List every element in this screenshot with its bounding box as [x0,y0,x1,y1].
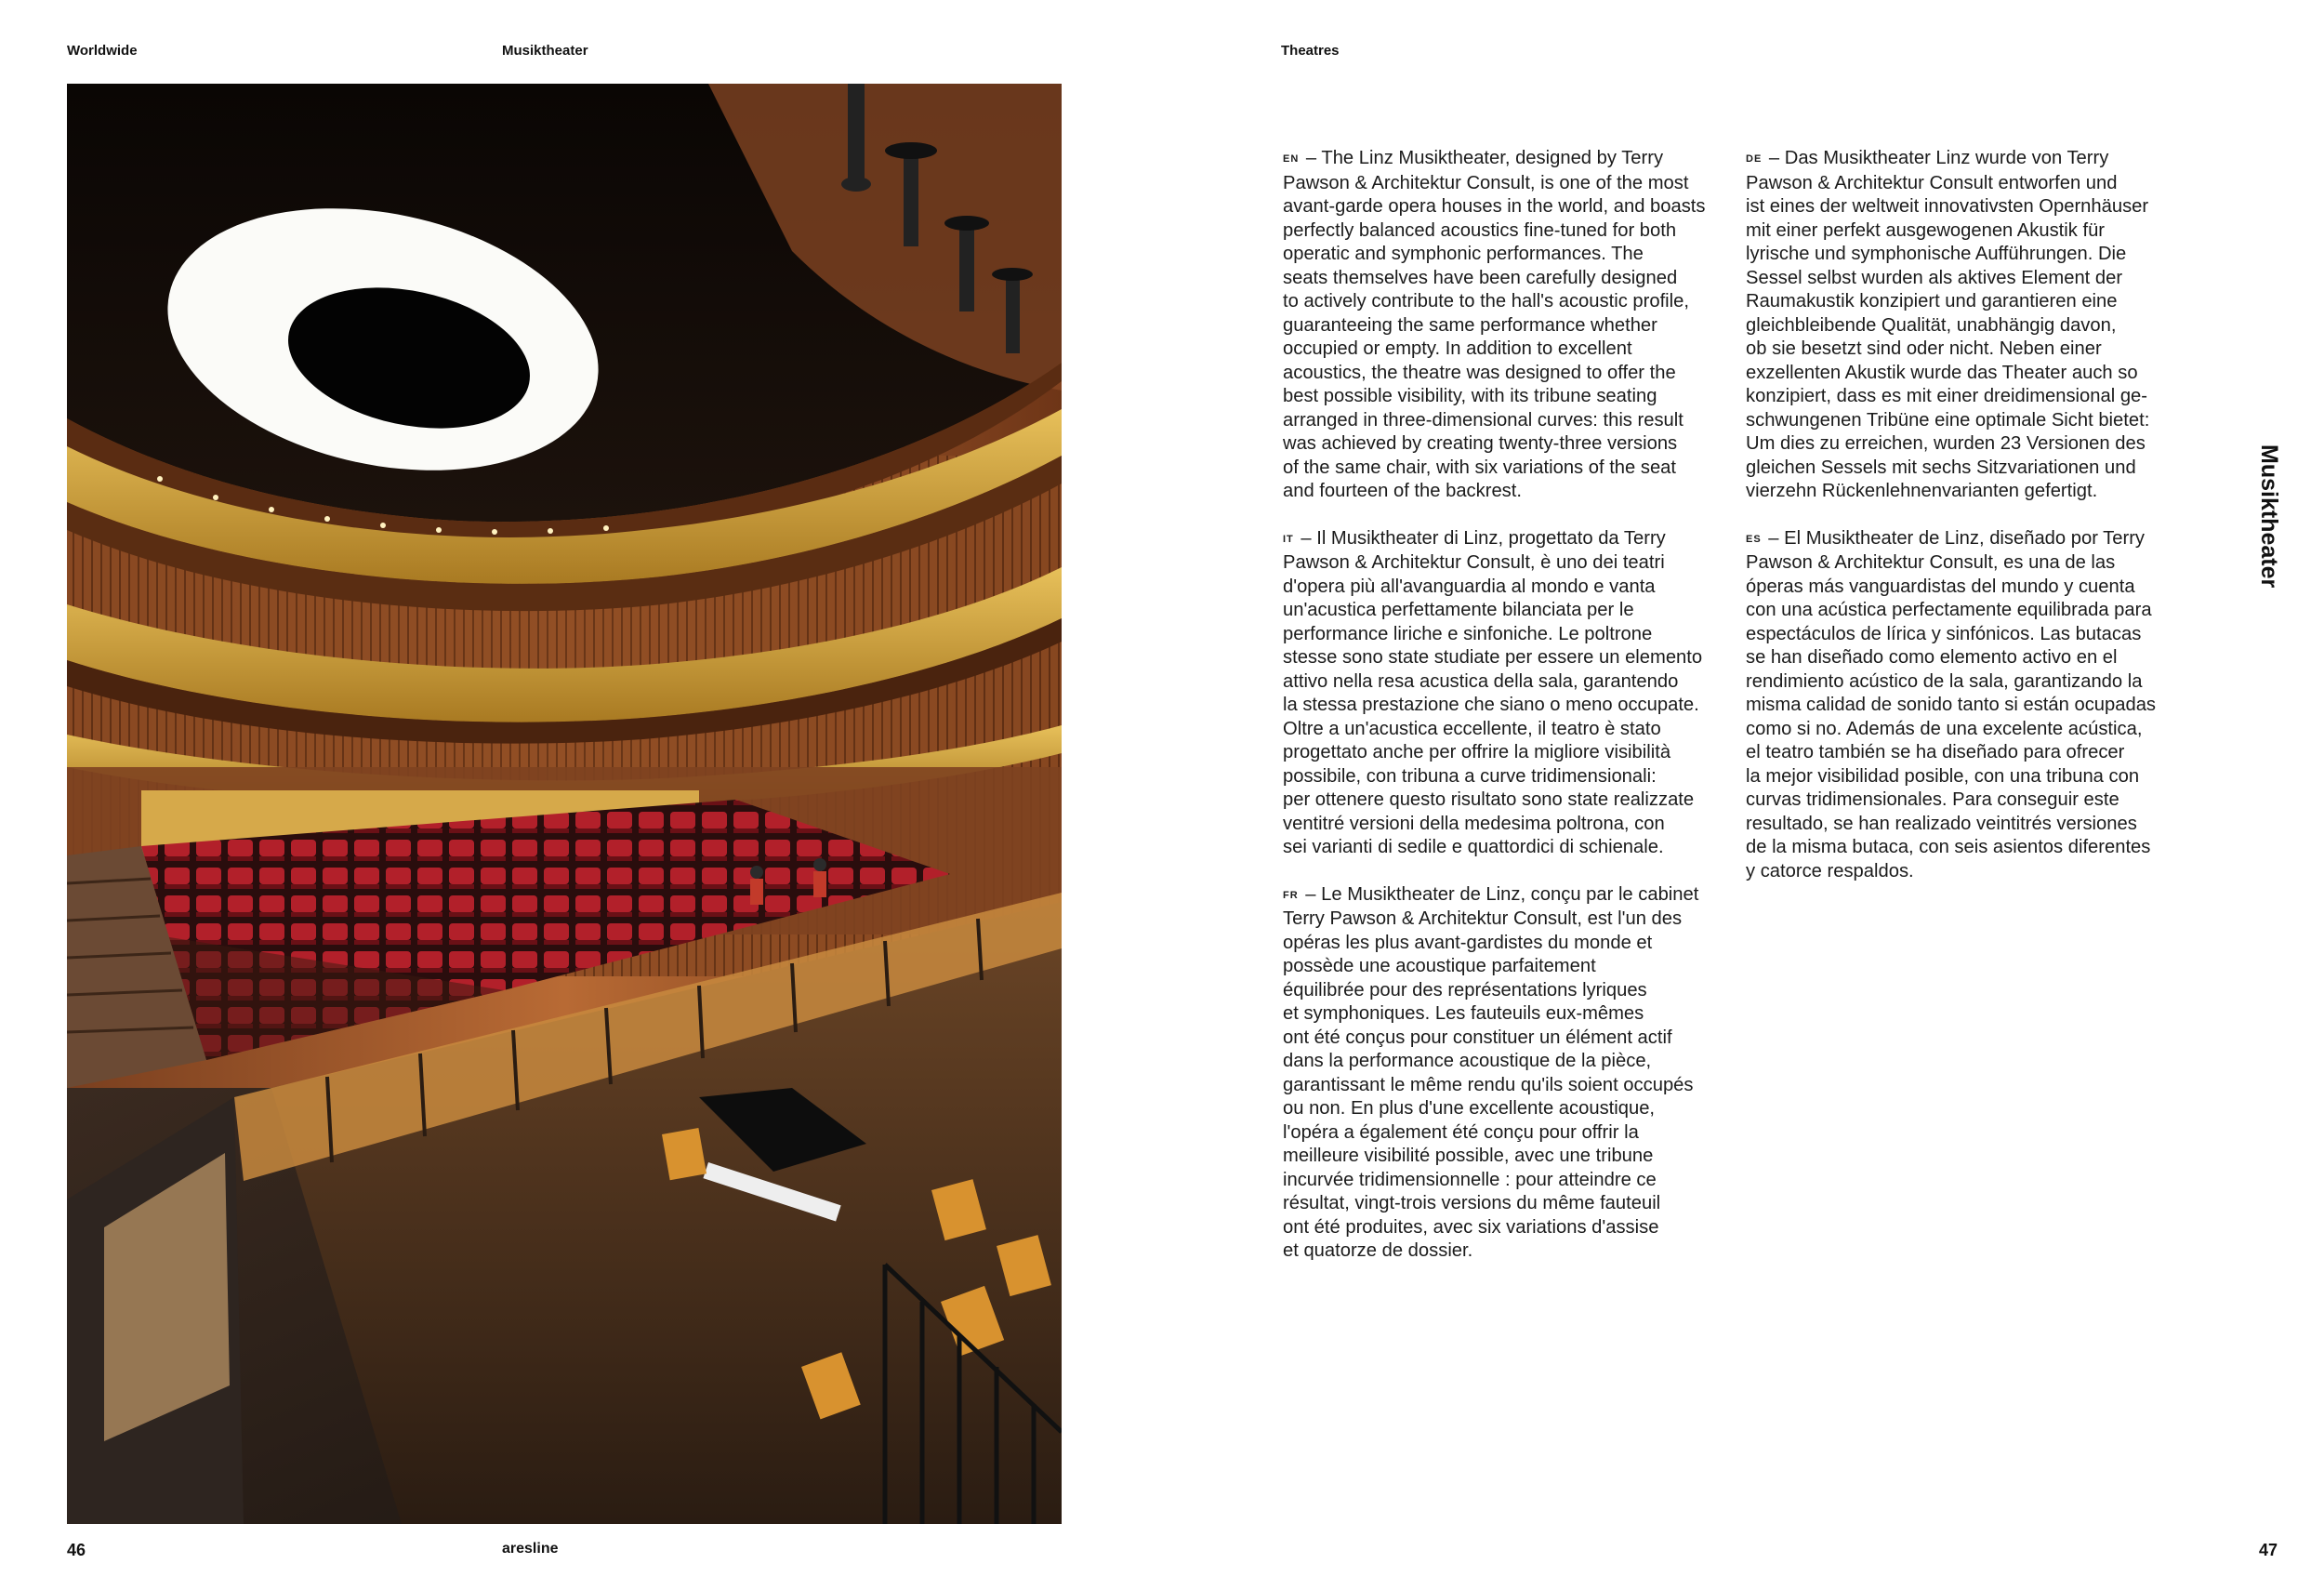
paragraph-fr: FR – Le Musiktheater de Linz, conçu par le cabinet Terry Pawson & Architektur Consult, est l'un des opéras les plus avant-gardistes du monde et possède une acoustique parfaitement équilibrée pour des représentations lyriques et symphoniques. Les fauteuils eux-mêmes ont été conçus pour constituer un élément actif dans la performance acoustique de la pièce, garantissant le même rendu qu'ils soient occupés ou non. En plus d'une excellente acoustique, l'opéra a également été conçu pour offrir la meilleure visibilité possible, avec une tribune incurvée tridimensionnelle : pour atteindre ce résultat, vingt-trois versions du même fauteuil ont été produites, avec six variations d'assise et quatorze de dossier. [1283,883,1699,1261]
page-number-right: 47 [2259,1541,2278,1559]
paragraph-it: IT – Il Musiktheater di Linz, progettato da Terry Pawson & Architektur Consult, è uno dei teatri d'opera più all'avanguardia al mondo e vanta un'acustica perfettamente bilanciata per le performance liriche e sinfoniche. Le poltrone stesse sono state studiate per essere un elemento attivo nella resa acustica della sala, garantendo la stessa prestazione che siano o meno occupate. Oltre a un'acustica eccellente, il teatro è stato progettato anche per offrire la migliore visibilità possibile, con tribuna a curve tridimensionali: per ottenere questo risultato sono state realizzate ventitré versioni della medesima poltrona, con sei varianti di sedile e quattordici di schienale. [1283,527,1703,857]
brand-name: aresline [502,1541,559,1557]
paragraph-en: EN – The Linz Musiktheater, designed by Terry Pawson & Architektur Consult, is one of the most avant-garde opera houses in the world, and boasts perfectly balanced acoustics fine-tuned for both operatic and symphonic performances. The seats themselves have been carefully designed to actively contribute to the hall's acoustic profile, guaranteeing the same performance whether occupied or empty. In addition to excellent acoustics, the theatre was designed to offer the best possible visibility, with its tribune seating arranged in three-dimensional curves: this result was achieved by creating twenty-three versions of the same chair, with six variations of the seat and fourteen of the backrest. [1283,148,1706,501]
paragraph-de-text: Das Musiktheater Linz wurde von Terry Pawson & Architektur Consult entworfen und ist eines der weltweit innovativsten Opernhäuser mit einer perfekt ausgewogenen Akustik für lyrische und symphonische Aufführungen. Die Sessel selbst wurden als aktives Element der Raumakustik konzipiert und garantieren eine gleichbleibende Qualität, unabhängig davon, ob sie besetzt sind oder nicht. Neben einer exzellenten Akustik wurde das Theater auch so konzipiert, dass es mit einer dreidimensional ge- schwungenen Tribüne eine optimale Sicht bietet: Um dies zu erreichen, wurden 23 Versionen des gleichen Sessels mit sechs Sitzvariationen und vierzehn Rückenlehnenvarianten gefertigt. [1746,148,2150,501]
lang-tag-es: ES [1746,533,1762,545]
running-head-section-right: Theatres [1281,43,1340,59]
running-head-topic: Musiktheater [502,43,588,59]
theatre-photo [67,84,1062,1524]
paragraph-it-text: Il Musiktheater di Linz, progettato da Terry Pawson & Architektur Consult, è uno dei teatri d'opera più all'avanguardia al mondo e vanta un'acustica perfettamente bilanciata per le performance liriche e sinfoniche. Le poltrone stesse sono state studiate per essere un elemento attivo nella resa acustica della sala, garantendo la stessa prestazione che siano o meno occupate. Oltre a un'acustica eccellente, il teatro è stato progettato anche per offrire la migliore visibilità possibile, con tribuna a curve tridimensionali: per ottenere questo risultato sono state realizzate ventitré versioni della medesima poltrona, con sei varianti di sedile e quattordici di schienale. [1283,527,1703,857]
paragraph-en-text: The Linz Musiktheater, designed by Terry Pawson & Architektur Consult, is one of the most avant-garde opera houses in the world, and boasts perfectly balanced acoustics fine-tuned for both operatic and symphonic performances. The seats themselves have been carefully designed to actively contribute to the hall's acoustic profile, guaranteeing the same performance whether occupied or empty. In addition to excellent acoustics, the theatre was designed to offer the best possible visibility, with its tribune seating arranged in three-dimensional curves: this result was achieved by creating twenty-three versions of the same chair, with six variations of the seat and fourteen of the backrest. [1283,148,1706,501]
text-column-left [1283,147,1729,1287]
lang-tag-it: IT [1283,533,1294,545]
page-number-left: 46 [67,1541,86,1559]
text-column-right [1746,147,2192,907]
lang-tag-fr: FR [1283,889,1299,901]
paragraph-fr-text: Le Musiktheater de Linz, conçu par le cabinet Terry Pawson & Architektur Consult, est l'un des opéras les plus avant-gardistes du monde et possède une acoustique parfaitement équilibrée pour des représentations lyriques et symphoniques. Les fauteuils eux-mêmes ont été conçus pour constituer un élément actif dans la performance acoustique de la pièce, garantissant le même rendu qu'ils soient occupés ou non. En plus d'une excellente acoustique, l'opéra a également été conçu pour offrir la meilleure visibilité possible, avec une tribune incurvée tridimensionnelle : pour atteindre ce résultat, vingt-trois versions du même fauteuil ont été produites, avec six variations d'assise et quatorze de dossier. [1283,883,1699,1261]
running-head-section: Worldwide [67,43,138,59]
side-section-label: Musiktheater [2256,444,2282,589]
paragraph-es: ES – El Musiktheater de Linz, diseñado por Terry Pawson & Architektur Consult, es una de las óperas más vanguardistas del mundo y cuenta con una acústica perfectamente equilibrada para espectáculos de lírica y sinfónicos. Las butacas se han diseñado como elemento activo en el rendimiento acústico de la sala, garantizando la misma calidad de sonido tanto si están ocupadas como si no. Además de una excelente acústica, el teatro también se ha diseñado para ofrecer la mejor visibilidad posible, con una tribuna con curvas tridimensionales. Para conseguir este resultado, se han realizado veintitrés versiones de la misma butaca, con seis asientos diferentes y catorce respaldos. [1746,527,2157,881]
paragraph-es-text: El Musiktheater de Linz, diseñado por Terry Pawson & Architektur Consult, es una de las óperas más vanguardistas del mundo y cuenta con una acústica perfectamente equilibrada para espectáculos de lírica y sinfónicos. Las butacas se han diseñado como elemento activo en el rendimiento acústico de la sala, garantizando la misma calidad de sonido tanto si están ocupadas como si no. Además de una excelente acústica, el teatro también se ha diseñado para ofrecer la mejor visibilidad posible, con una tribuna con curvas tridimensionales. Para conseguir este resultado, se han realizado veintitrés versiones de la misma butaca, con seis asientos diferentes y catorce respaldos. [1746,527,2157,881]
lang-tag-en: EN [1283,153,1300,165]
paragraph-de: DE – Das Musiktheater Linz wurde von Terry Pawson & Architektur Consult entworfen und ist eines der weltweit innovativsten Opernhäuser mit einer perfekt ausgewogenen Akustik für lyrische und symphonische Aufführungen. Die Sessel selbst wurden als aktives Element der Raumakustik konzipiert und garantieren eine gleichbleibende Qualität, unabhängig davon, ob sie besetzt sind oder nicht. Neben einer exzellenten Akustik wurde das Theater auch so konzipiert, dass es mit einer dreidimensional ge- schwungenen Tribüne eine optimale Sicht bietet: Um dies zu erreichen, wurden 23 Versionen des gleichen Sessels mit sechs Sitzvariationen und vierzehn Rückenlehnenvarianten gefertigt. [1746,148,2150,501]
lang-tag-de: DE [1746,153,1763,165]
